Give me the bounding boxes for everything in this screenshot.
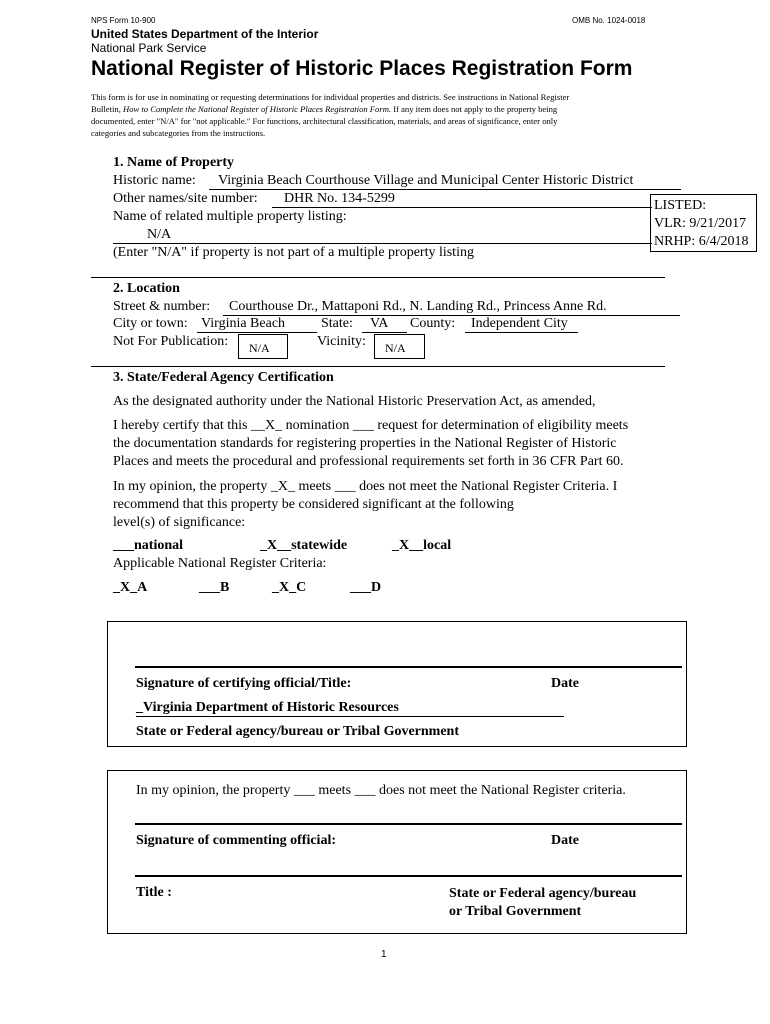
other-names-label: Other names/site number: [113, 191, 258, 206]
commenting-official-box [107, 770, 687, 934]
agency-label-line: or Tribal Government [449, 904, 582, 919]
certifying-signature-label: Signature of certifying official/Title: [136, 676, 352, 691]
title-label: Title : [136, 885, 172, 900]
opinion-line: level(s) of significance: [113, 515, 246, 530]
historic-name-label: Historic name: [113, 173, 196, 188]
historic-name-value: Virginia Beach Courthouse Village and Municipal Center Historic District [218, 173, 634, 188]
title-line[interactable] [135, 875, 682, 877]
street-label: Street & number: [113, 299, 211, 314]
state-field[interactable] [362, 316, 407, 333]
certification-line: I hereby certify that this __X_ nomination ___ request for determination of eligibility meets [113, 418, 629, 433]
agency-label: State or Federal agency/bureau or Tribal Government [136, 724, 460, 739]
criterion-b[interactable]: ___B [199, 580, 230, 595]
street-value: Courthouse Dr., Mattaponi Rd., N. Landing Rd., Princess Anne Rd. [229, 299, 607, 314]
intro-text: If any item does not apply to the property being [391, 104, 558, 114]
not-for-publication-value: N/A [249, 341, 270, 355]
criterion-a[interactable]: _X_A [113, 580, 148, 595]
section-1-heading: 1. Name of Property [113, 155, 235, 170]
commenting-agency-label [449, 885, 636, 921]
not-for-publication-label: Not For Publication: [113, 334, 229, 349]
service-name: National Park Service [91, 41, 207, 55]
form-number: NPS Form 10-900 [91, 16, 156, 25]
level-statewide[interactable]: _X__statewide [260, 538, 348, 553]
department-name: United States Department of the Interior [91, 27, 319, 41]
not-for-publication-box[interactable] [238, 334, 288, 359]
signature-line[interactable] [135, 823, 682, 825]
authority-statement: As the designated authority under the National Historic Preservation Act, as amended, [113, 394, 596, 409]
intro-paragraph [91, 91, 569, 139]
county-field[interactable] [465, 316, 578, 333]
intro-line: categories and subcategories from the instructions. [91, 128, 266, 138]
intro-text: Bulletin, [91, 104, 123, 114]
multiple-listing-note: (Enter "N/A" if property is not part of a multiple property listing [113, 245, 474, 260]
related-listing-field[interactable] [113, 227, 652, 244]
commenting-signature-label: Signature of commenting official: [136, 833, 336, 848]
omb-number: OMB No. 1024-0018 [572, 16, 646, 25]
city-field[interactable] [197, 316, 317, 333]
city-label: City or town: [113, 316, 188, 331]
intro-line [91, 103, 569, 115]
vicinity-value: N/A [385, 341, 406, 355]
historic-name-field[interactable] [209, 173, 681, 190]
vlr-date: VLR: 9/21/2017 [654, 216, 747, 231]
certifying-date-label: Date [551, 676, 579, 691]
page-number: 1 [381, 949, 387, 960]
vicinity-label: Vicinity: [317, 334, 366, 349]
county-label: County: [410, 316, 456, 331]
related-listing-value: N/A [147, 227, 172, 242]
commenting-opinion: In my opinion, the property ___ meets ___ does not meet the National Register criteria. [136, 783, 626, 798]
certification-line: the documentation standards for registering properties in the National Register of Historic [113, 436, 617, 451]
page-title: National Register of Historic Places Registration Form [91, 57, 633, 80]
intro-line: This form is for use in nominating or requesting determinations for individual properties and districts. See instructions in National Register [91, 92, 570, 102]
criterion-d[interactable]: ___D [350, 580, 382, 595]
level-local[interactable]: _X__local [392, 538, 452, 553]
listed-label: LISTED: [654, 198, 707, 213]
state-value: VA [370, 316, 389, 331]
criterion-c[interactable]: _X_C [272, 580, 307, 595]
signature-line[interactable] [135, 666, 682, 668]
section-2-heading: 2. Location [113, 281, 180, 296]
level-national[interactable]: ___national [113, 538, 184, 553]
section-3-heading: 3. State/Federal Agency Certification [113, 370, 334, 385]
street-field[interactable] [223, 299, 680, 316]
certification-line: Places and meets the procedural and professional requirements set forth in 36 CFR Part 60. [113, 454, 624, 469]
certification-paragraph [113, 417, 628, 471]
commenting-date-label: Date [551, 833, 579, 848]
state-label: State: [321, 316, 353, 331]
nrhp-date: NRHP: 6/4/2018 [654, 234, 749, 249]
related-listing-label: Name of related multiple property listing: [113, 209, 347, 224]
county-value: Independent City [471, 316, 568, 331]
agency-label-line: State or Federal agency/bureau [449, 886, 637, 901]
intro-line: documented, enter "N/A" for "not applicable." For functions, architectural classification, materials, and areas of significance, enter only [91, 116, 558, 126]
section-divider [91, 366, 665, 367]
certifying-official-box [107, 621, 687, 747]
listed-stamp [650, 194, 757, 252]
section-divider [91, 277, 665, 278]
opinion-paragraph [113, 478, 617, 532]
opinion-line: recommend that this property be considered significant at the following [113, 497, 514, 512]
city-value: Virginia Beach [201, 316, 286, 331]
criteria-label: Applicable National Register Criteria: [113, 556, 327, 571]
vicinity-box[interactable] [374, 334, 425, 359]
bulletin-title: How to Complete the National Register of Historic Places Registration Form. [123, 104, 392, 114]
other-names-value: DHR No. 134-5299 [284, 191, 395, 206]
agency-name: _Virginia Department of Historic Resources [136, 700, 564, 717]
other-names-field[interactable] [272, 191, 652, 208]
opinion-line: In my opinion, the property _X_ meets ___ does not meet the National Register Criteria. I [113, 479, 618, 494]
